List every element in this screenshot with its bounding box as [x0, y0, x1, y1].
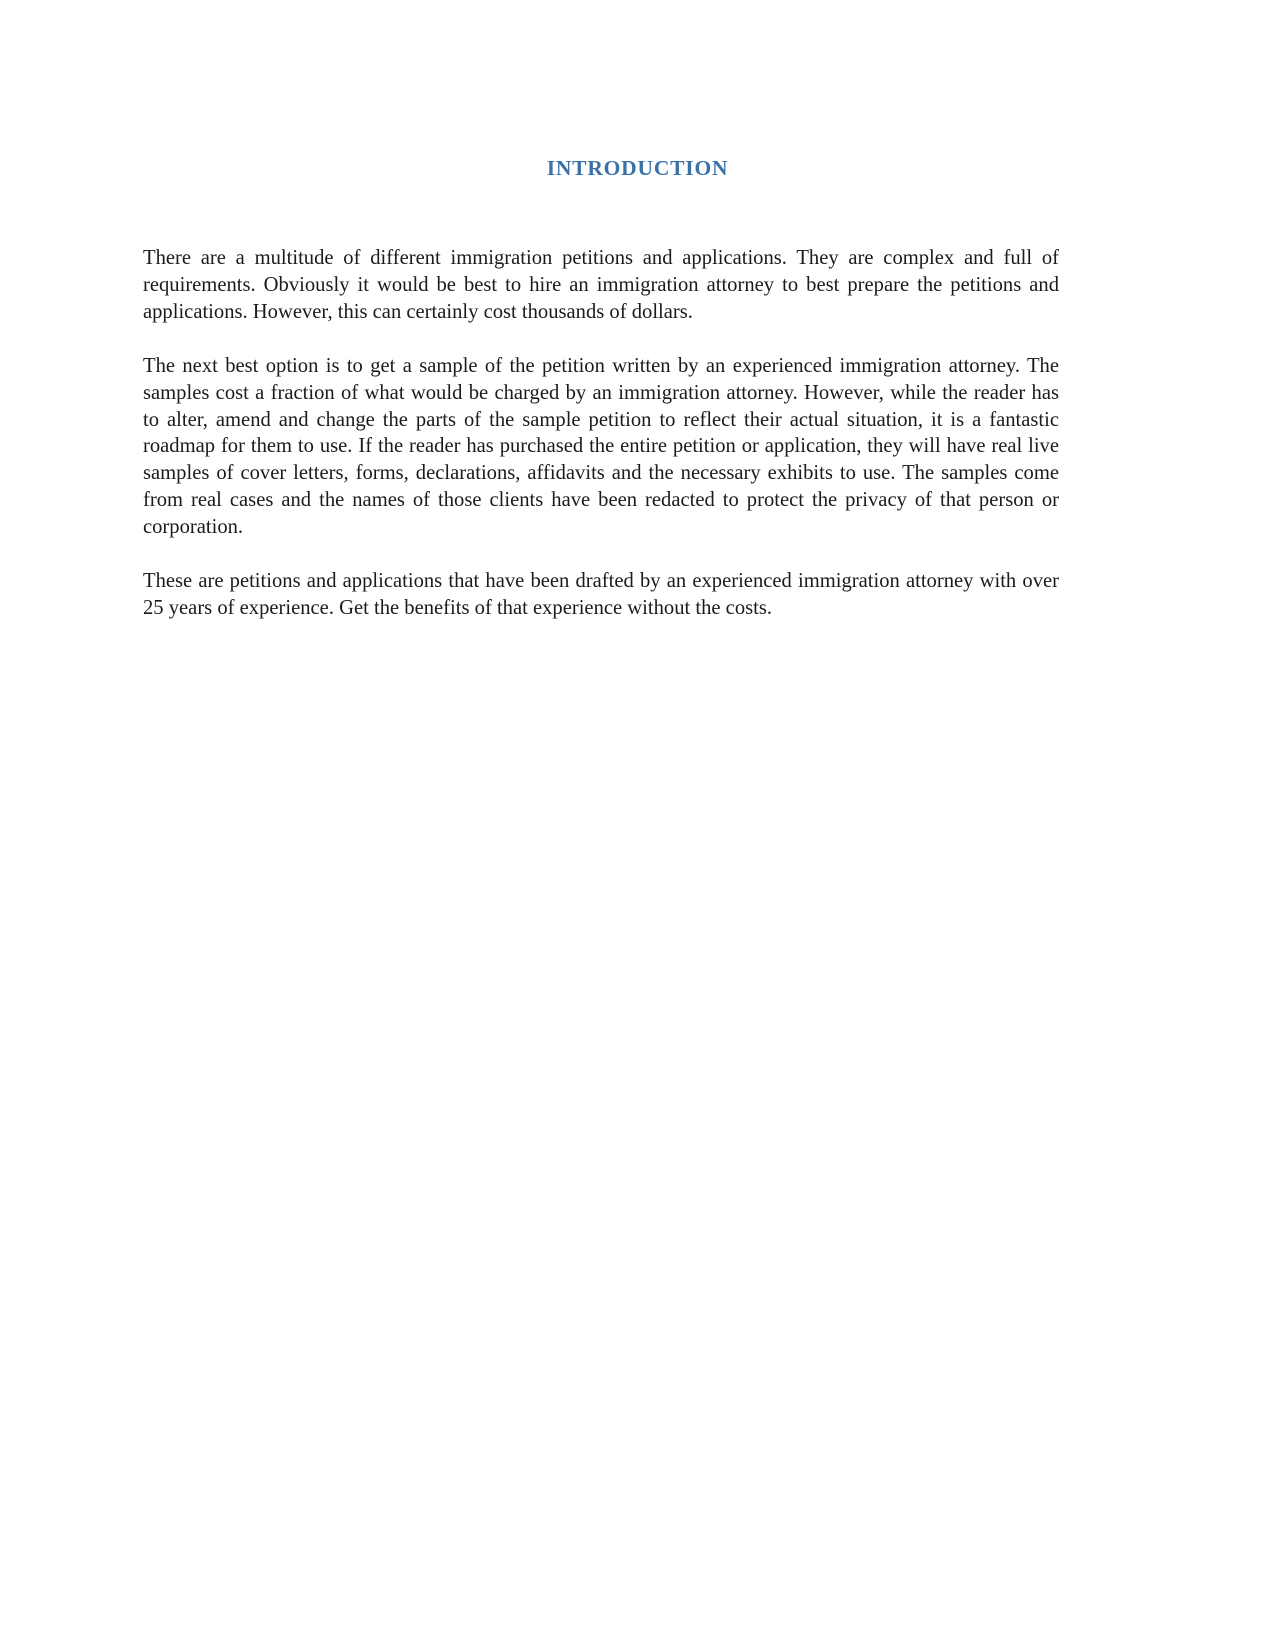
- page-title: INTRODUCTION: [546, 156, 729, 181]
- paragraph-1: There are a multitude of different immigration petitions and applications. They are complex and full of requirements. Obviously it would be best to hire an immigration attorney to best prepare the petitions and applications. However, this can certainly cost thousands of dollars.: [143, 247, 1059, 323]
- document-body: [143, 245, 1059, 622]
- paragraph-3: These are petitions and applications that have been drafted by an experienced immigration attorney with over 25 years of experience. Get the benefits of that experience without the costs.: [143, 570, 1059, 619]
- paragraph-2: The next best option is to get a sample of the petition written by an experienced immigration attorney. The samples cost a fraction of what would be charged by an immigration attorney. However, while the reader has to alter, amend and change the parts of the sample petition to reflect their actual situation, it is a fantastic roadmap for them to use. If the reader has purchased the entire petition or application, they will have real live samples of cover letters, forms, declarations, affidavits and the necessary exhibits to use. The samples come from real cases and the names of those clients have been redacted to protect the privacy of that person or corporation.: [143, 354, 1059, 539]
